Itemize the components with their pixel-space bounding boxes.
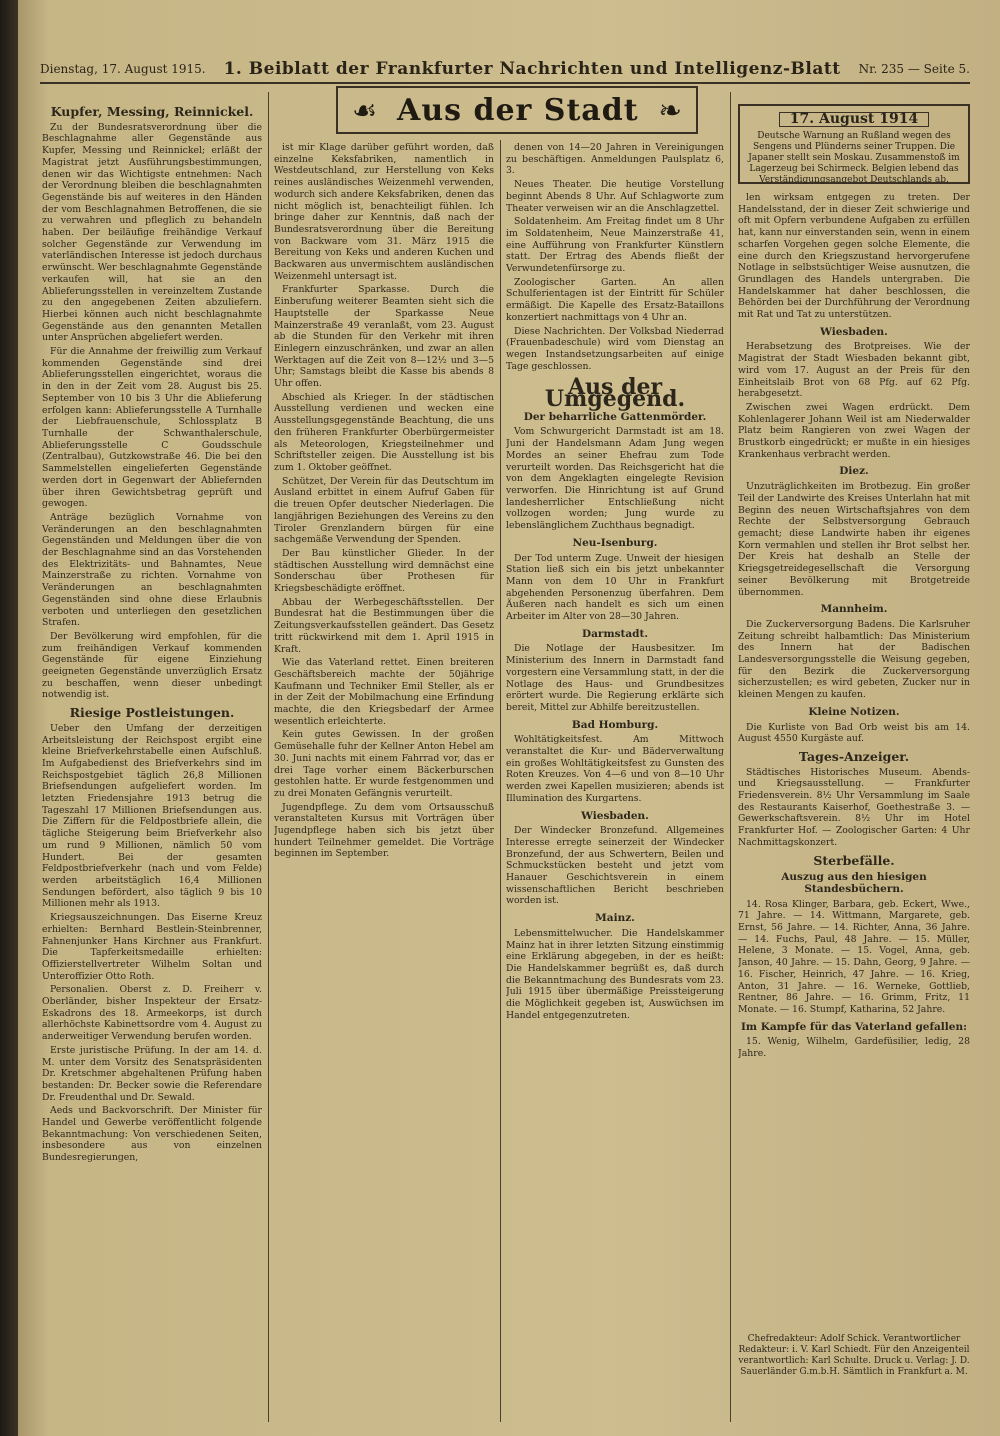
article-paragraph: Kein gutes Gewissen. In der großen Gemüsehalle fuhr der Kellner Anton Hebel am 30. Juni nachts mit einem Fahrrad vor, das er drei Tage vorher einem Bäckerburschen gestohlen hatte. Er wurde festgenommen und zu drei Monaten Gefängnis verurteilt. (274, 729, 494, 799)
article-paragraph: Abschied als Krieger. In der städtischen Ausstellung verdienen und wecken eine Ausstellungsgegenstände Beachtung, die uns den früheren Frankfurter Oberbürgermeister als Meteorologen, Kriegsteilnehmer und Schriftsteller zeigen. Die Ausstellung ist bis zum 1. Oktober geöffnet. (274, 391, 494, 473)
article-paragraph: Wie das Vaterland rettet. Einen breiteren Geschäftsbereich machte der 50jährige Kaufmann und Techniker Emil Steller, als er in der Zeit der Mobilmachung eine Erfindung machte, die den Kriegsbedarf der Armee wesentlich erleichterte. (274, 657, 494, 727)
section-heading: Aus der Umgegend. (544, 374, 686, 413)
place-heading: Diez. (839, 465, 869, 478)
article-paragraph: Ueber den Umfang der derzeitigen Arbeitsleistung der Reichspost ergibt eine kleine Briefverkehrstabelle einen Aufschluß. Im Aufgabedienst des Briefverkehrs sind im Reichspostgebiet täglich 26,8 Millionen Briefsendungen aufgeliefert worden. Im letzten Friedensjahre 1913 betrug die Tageszahl 17 Millionen Briefsendungen aus. Die Ziffern für die Feldpostbriefe allein, die tägliche Steigerung beim Briefverkehr also um rund 9 Millionen, nämlich 50 vom Hundert. Bei der gesamten Feldpostbriefverkehr (nach und vom Felde) werden arbeitstäglich 16,4 Millionen Sendungen befördert, also täglich 9 bis 10 Millionen mehr als 1913. (42, 722, 262, 910)
article-paragraph: Der Bevölkerung wird empfohlen, für die zum freihändigen Verkauf kommenden Gegenstände für eigene Einziehung geeigneten Gegenstände unverzüglich Ersatz zu beschaffen, wenn dieser unbedingt notwendig ist. (42, 630, 262, 701)
column-3 (506, 142, 724, 1420)
place-heading: Mainz. (595, 912, 635, 925)
column-rule (500, 140, 501, 1422)
article-paragraph: Kriegsauszeichnungen. Das Eiserne Kreuz erhielten: Bernhard Bestlein-Steinbrenner, Fahnenjunker Hans Kirchner aus Frankfurt. Die Tapferkeitsmedaille erhielten: Offizierstellvertreter Wilhelm Soltan und Unteroffizier Otto Roth. (42, 912, 262, 982)
article-paragraph: Der Tod unterm Zuge. Unweit der hiesigen Station ließ sich ein bis jetzt unbekannter Mann von dem 10 Uhr in Frankfurt abgehenden Personenzug überfahren. Dem Äußeren nach handelt es sich um einen Arbeiter im Alter von 28—30 Jahren. (506, 552, 724, 623)
article-paragraph: Anträge bezüglich Vornahme von Veränderungen an den beschlagnahmten Gegenständen und Meldungen über die von der Beschlagnahme sind an das Vorstehenden des Elektrizitäts- und Bahnamtes, Neue Mainzerstraße zu richten. Vornahme von Veränderungen an beschlagnahmten Gegenständen sind ohne diese Erlaubnis verboten und unterliegen den gesetzlichen Strafen. (42, 511, 262, 629)
article-paragraph: Für die Annahme der freiwillig zum Verkauf kommenden Gegenstände sind drei Ablieferungsstellen eingerichtet, woraus die in den in der Zeit vom 28. August bis 25. September von 10 bis 3 Uhr die Ablieferung erfolgen kann: Ablieferungsstelle A Turnhalle der Liebfrauenschule, Schlossplatz B Turnhalle der Schwanthalerschule, Ablieferungsstelle C Goudsschule (Zentralbau), Gutzkowstraße 46. Die bei den Sammelstellen eingelieferten Gegenstände werden dort in Gegenwart der Abliefernden über ihren Gewichtsbetrag geprüft und gewogen. (42, 346, 262, 510)
article-paragraph: Schützet, Der Verein für das Deutschtum im Ausland erbittet in einem Aufruf Gaben für die treuen Opfer deutscher Niederlagen. Die langjährigen Beziehungen des Vereins zu den Tiroler Grenzlandern bürgen für eine sachgemäße Verwendung der Spenden. (274, 475, 494, 546)
article-paragraph: Die Kurliste von Bad Orb weist bis am 14. August 4550 Kurgäste auf. (738, 721, 970, 745)
column-rule (268, 92, 269, 1422)
article-paragraph: Wohltätigkeitsfest. Am Mittwoch veranstaltet die Kur- und Bäderverwaltung ein großes Wohltätigkeitsfest zu Gunsten des Roten Kreuzes. Von 4—6 und von 8—10 Uhr werden zwei Kapellen musizieren; abends ist Illumination des Kurgartens. (506, 734, 724, 804)
section-banner (336, 86, 698, 134)
article-paragraph: Soldatenheim. Am Freitag findet um 8 Uhr im Soldatenheim, Neue Mainzerstraße 41, eine Aufführung von Frankfurter Künstlern statt. Der Ertrag des Abends fließt der Verwundetenfürsorge zu. (506, 216, 724, 275)
article-paragraph: Erste juristische Prüfung. In der am 14. d. M. unter dem Vorsitz des Senatspräsidenten Dr. Kretschmer abgehaltenen Prüfung haben bestanden: Dr. Becker sowie die Referendare Dr. Freudenthal und Dr. Sewald. (42, 1044, 262, 1103)
article-paragraph: Die Notlage der Hausbesitzer. Im Ministerium des Innern in Darmstadt fand vorgestern eine Versammlung statt, in der die Notlage des Haus- und Grundbesitzes erörtert wurde. Die Regierung erklärte sich bereit, Mittel zur Abhilfe bereitzustellen. (506, 643, 724, 713)
article-paragraph: Personalien. Oberst z. D. Freiherr v. Oberländer, bisher Inspekteur der Ersatz-Eskadrons des 18. Armeekorps, ist durch allerhöchste Kabinettsordre vom 4. August zu anderweitiger Verwendung berufen worden. (42, 984, 262, 1043)
ornament-right-icon: ❧ (658, 93, 682, 127)
column-4 (738, 192, 970, 1330)
article-paragraph: Herabsetzung des Brotpreises. Wie der Magistrat der Stadt Wiesbaden bekannt gibt, wird vom 17. August an der Preis für den Einheitslaib Brot von 68 Pfg. auf 62 Pfg. herabgesetzt. (738, 341, 970, 400)
place-heading: Neu-Isenburg. (572, 536, 658, 549)
article-paragraph: 15. Wenig, Wilhelm, Gardefüsilier, ledig, 28 Jahre. (738, 1036, 970, 1060)
article-paragraph: Unzuträglichkeiten im Brotbezug. Ein großer Teil der Landwirte des Kreises Unterlahn hat mit Beginn des neuen Wirtschaftsjahres von dem Rechte der Selbstversorgung Gebrauch gemacht; diese Landwirte haben ihr eigenes Korn vermahlen und stellen ihr Brot selbst her. Der Kreis hat deshalb an Stelle der Kriegsgetreidegesellschaft die Versorgung seiner Bevölkerung mit Brotgetreide übernommen. (738, 481, 970, 598)
article-paragraph: Die Zuckerversorgung Badens. Die Karlsruher Zeitung schreibt halbamtlich: Das Ministerium des Innern hat der Badischen Landesversorgungsstelle die Weisung gegeben, für den Bezirk die Zuckerversorgung sicherzustellen; es wird gebeten, Zucker nur in kleinen Mengen zu kaufen. (738, 618, 970, 701)
article-heading: Kupfer, Messing, Reinnickel. (50, 104, 254, 119)
ornament-left-icon: ☙ (352, 93, 378, 127)
deaths-list: 14. Rosa Klinger, Barbara, geb. Eckert, Wwe., 71 Jahre. — 14. Wittmann, Margarete, geb. Ernst, 56 Jahre. — 14. Richter, Anna, 36 Jahre. — 14. Fuchs, Paul, 48 Jahre. — 15. Müller, Helene, 3 Monate. — 15. Vogel, Anna, geb. Janson, 40 Jahre. — 15. Dahn, Georg, 9 Jahre. — 16. Fischer, Heinrich, 47 Jahre. — 16. Krieg, Anton, 31 Jahre. — 16. Werneke, Gottlieb, Rentner, 86 Jahre. — 16. Grimm, Fritz, 11 Monate. — 16. Stumpf, Katharina, 52 Jahre. (738, 898, 970, 1015)
section-heading: Sterbefälle. (813, 852, 895, 868)
anniversary-box (738, 104, 970, 184)
place-heading: Kleine Notizen. (808, 705, 900, 718)
article-paragraph: Zu der Bundesratsverordnung über die Beschlagnahme aller Gegenstände aus Kupfer, Messing und Reinnickel; erläßt der Magistrat jetzt Ausführungsbestimmungen, denen wir das Wichtigste entnehmen: Nach der Verordnung bleiben die beschlagnahmten Gegenstände bis auf weiteres in den Händen der vom Beschlagnahmen Betroffenen, die sie zu verwahren und pfleglich zu behandeln haben. Der beiläufige freihändige Verkauf solcher Gegenstände zur Verwendung im vaterländischen Interesse ist jedoch durchaus erwünscht. Wer beschlagnahmte Gegenstände verkaufen will, hat sie an den Ablieferungsstellen in vereinzeltem Zustande zu den angegebenen Zeiten abzuliefern. Hierbei können auch nicht beschlagnahmte Gegenstände aus den genannten Metallen unter Ansprüchen abgeliefert werden. (42, 121, 262, 344)
article-paragraph: Der Windecker Bronzefund. Allgemeines Interesse erregte seinerzeit der Windecker Bronzefund, der aus Schwertern, Beilen und Schmuckstücken besteht und jetzt vom Hanauer Geschichtsverein in einem wissenschaftlichen Bericht beschrieben worden ist. (506, 825, 724, 907)
article-paragraph: ist mir Klage darüber geführt worden, daß einzelne Keksfabriken, namentlich in Westdeutschland, zur Herstellung von Keks reines ausländisches Weizenmehl verwenden, wodurch sich andere Keksfabriken, denen das nicht möglich ist, benachteiligt fühlen. Ich bringe daher zur Kenntnis, daß nach der Bundesratsverordnung über die Bereitung von Backware vom 31. März 1915 die Bereitung von Keks und anderen Kuchen und Backwaren aus unvermischtem ausländischen Weizenmehl untersagt ist. (274, 142, 494, 282)
article-paragraph: Neues Theater. Die heutige Vorstellung beginnt Abends 8 Uhr. Auf Schlagworte zum Theater verweisen wir an die Anschlagzettel. (506, 179, 724, 214)
anniversary-text: Deutsche Warnung an Rußland wegen des Sengens und Plünderns seiner Truppen. Die Japaner stellt sein Moskau. Zusammenstoß im Lagerzeug bei Schirmeck. Belgien lebend das Verständigungsangebot Deutschlands ab. (748, 131, 960, 185)
section-heading: Tages-Anzeiger. (798, 748, 910, 764)
binding-shadow (0, 0, 18, 1436)
article-paragraph: denen von 14—20 Jahren in Vereinigungen zu beschäftigen. Anmeldungen Paulsplatz 6, 3. (506, 142, 724, 177)
place-heading: Mannheim. (820, 603, 888, 616)
header-date: Dienstag, 17. August 1915. (40, 62, 206, 76)
article-paragraph: Diese Nachrichten. Der Volksbad Niederrad (Frauenbadeschule) wird vom Dienstag an wegen Instandsetzungsarbeiten auf einige Tage geschlossen. (506, 325, 724, 372)
subheading: Auszug aus den hiesigen Standesbüchern. (781, 871, 927, 895)
column-rule (730, 92, 731, 1422)
section-title: Aus der Stadt (397, 92, 639, 128)
article-paragraph: len wirksam entgegen zu treten. Der Handelsstand, der in dieser Zeit schwierige und oft mit Opfern verbundene Aufgaben zu erfüllen hat, kann nur einverstanden sein, wenn in einem scharfen Vorgehen gegen solche Elemente, die eine durch den Kriegszustand hervorgerufene Notlage in selbstsüchtiger Weise ausnutzen, die Grundlagen des Handels untergraben. Die Handelskammer hat daher beschlossen, die Behörden bei der Durchführung der Verordnung mit Rat und Tat zu unterstützen. (738, 192, 970, 321)
header-page: Nr. 235 — Seite 5. (858, 62, 970, 76)
article-paragraph: Zoologischer Garten. An allen Schulferientagen ist der Eintritt für Schüler ermäßigt. Die Kapelle des Ersatz-Bataillons konzertiert nachmittags von 4 Uhr an. (506, 276, 724, 323)
place-heading: Bad Homburg. (571, 718, 659, 731)
article-heading: Der beharrliche Gattenmörder. (523, 410, 707, 423)
subheading: Im Kampfe für das Vaterland gefallen: (741, 1020, 967, 1033)
article-paragraph: Frankfurter Sparkasse. Durch die Einberufung weiterer Beamten sieht sich die Hauptstelle der Sparkasse Neue Mainzerstraße 49 veranlaßt, vom 23. August ab die Stunden für den Verkehr mit ihren Einlegern einzuschränken, und zwar an allen Werktagen auf die Zeit von 8—12½ und 3—5 Uhr; Samstags bleibt die Kasse bis abends 8 Uhr offen. (274, 284, 494, 390)
article-paragraph: Der Bau künstlicher Glieder. In der städtischen Ausstellung wird demnächst eine Sonderschau über Prothesen für Kriegsbeschädigte eröffnet. (274, 547, 494, 595)
place-heading: Wiesbaden. (820, 325, 888, 338)
page-header (40, 58, 970, 80)
article-paragraph: Zwischen zwei Wagen erdrückt. Dem Kohlenlagerer Johann Weil ist am Niederwalder Platz beim Rangieren von zwei Wagen der Brustkorb eingedrückt; er mußte in ein hiesiges Krankenhaus verbracht werden. (738, 401, 970, 460)
article-paragraph: Vom Schwurgericht Darmstadt ist am 18. Juni der Handelsmann Adam Jung wegen Mordes an seiner Ehefrau zum Tode verurteilt worden. Das Reichsgericht hat die von dem Angeklagten eingelegte Revision verworfen. Die Hinrichtung ist auf Grund landesherrlicher Entschließung nicht vollzogen worden; Jung wurde zu lebenslänglichem Zuchthaus begnadigt. (506, 426, 724, 532)
header-title: 1. Beiblatt der Frankfurter Nachrichten und Intelligenz-Blatt (223, 59, 841, 79)
column-2 (274, 142, 494, 1420)
article-paragraph: Jugendpflege. Zu dem vom Ortsausschuß veranstalteten Kursus mit Vorträgen über Jugendpflege haben sich bis jetzt über hundert Teilnehmer gemeldet. Die Vorträge beginnen im September. (274, 801, 494, 860)
column-1 (42, 100, 262, 1420)
article-heading: Riesige Postleistungen. (69, 705, 235, 721)
place-heading: Wiesbaden. (581, 809, 649, 822)
imprint: Chefredakteur: Adolf Schick. Verantwortlicher Redakteur: i. V. Karl Schiedt. Für den Anzeigenteil verantwortlich: Karl Schulte. Druck u. Verlag: J. D. Sauerländer G.m.b.H. Sämtlich in Frankfurt a. M. (738, 1334, 970, 1377)
article-paragraph: Abbau der Werbegeschäftsstellen. Der Bundesrat hat die Bestimmungen über die Zeitungsverkaufsstellen geändert. Das Gesetz tritt rückwirkend mit dem 1. April 1915 in Kraft. (274, 596, 494, 655)
anniversary-date: 17. August 1914 (779, 112, 929, 127)
article-paragraph: Aeds und Backvorschrift. Der Minister für Handel und Gewerbe veröffentlicht folgende Bekanntmachung: Von verschiedenen Seiten, insbesondere aus von einzelnen Bundesregierungen, (42, 1105, 262, 1164)
place-heading: Darmstadt. (582, 627, 648, 640)
article-paragraph: Lebensmittelwucher. Die Handelskammer Mainz hat in ihrer letzten Sitzung einstimmig eine Erklärung abgegeben, in der es heißt: Die Handelskammer begrüßt es, daß durch die Bekanntmachung des Bundesrats vom 23. Juli 1915 über übermäßige Preissteigerung die Möglichkeit gegeben ist, Auswüchsen im Handel entgegenzutreten. (506, 927, 724, 1021)
article-paragraph: Städtisches Historisches Museum. Abends- und Kriegsausstellung. — Frankfurter Friedensverein. 8½ Uhr Versammlung im Saale des Restaurants Kaiserhof, Goethestraße 3. — Gewerkschaftsverein. 8½ Uhr im Hotel Frankfurter Hof. — Zoologischer Garten: 4 Uhr Nachmittagskonzert. (738, 766, 970, 848)
header-rule (40, 82, 970, 84)
